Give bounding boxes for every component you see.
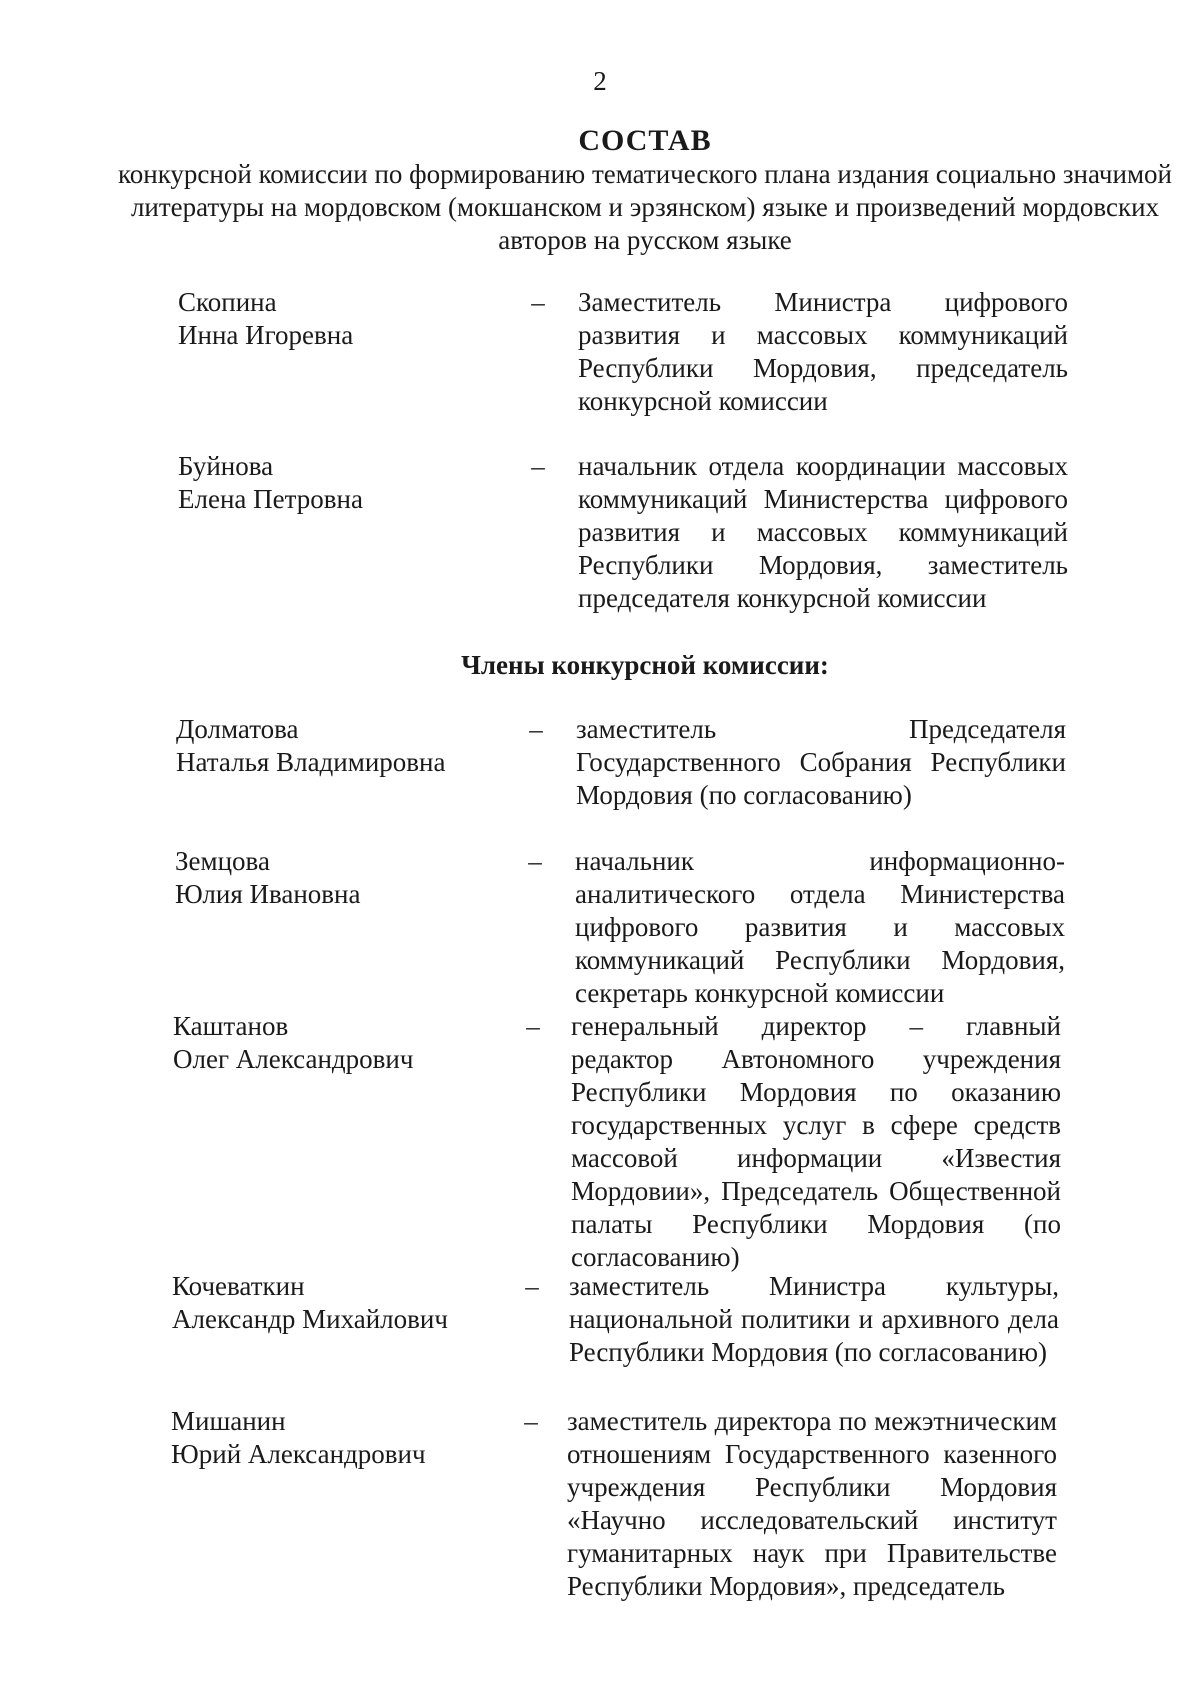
member-given-names: Елена Петровна — [178, 484, 363, 514]
dash-separator: – — [531, 287, 545, 317]
member-name — [171, 1405, 501, 1471]
member-name — [178, 286, 508, 352]
member-name — [172, 1270, 502, 1336]
member-given-names: Юлия Ивановна — [175, 879, 361, 909]
dash-separator: – — [525, 1271, 539, 1301]
member-given-names: Инна Игоревна — [178, 320, 354, 350]
member-role: заместитель директора по межэтническим отношениям Государственного казенного учреждения Республики Мордовия «Научно исследовательский институт гуманитарных наук при Правительстве Республики Мордовия», председатель — [567, 1406, 1057, 1601]
member-role: начальник отдела координации массовых коммуникаций Министерства цифрового развития и массовых коммуникаций Республики Мордовия, заместитель председателя конкурсной комиссии — [578, 451, 1068, 613]
dash-separator: – — [529, 714, 543, 744]
dash-separator: – — [526, 1011, 540, 1041]
dash-separator: – — [524, 1406, 538, 1436]
document-title: СОСТАВ — [578, 124, 712, 157]
member-surname: Долматова — [176, 714, 299, 744]
page-number: 2 — [593, 66, 607, 96]
member-surname: Каштанов — [173, 1011, 289, 1041]
member-name — [175, 845, 505, 911]
member-role: начальник информационно-аналитического отдела Министерства цифрового развития и массовых коммуникаций Республики Мордовия, секретарь конкурсной комиссии — [575, 846, 1065, 1008]
member-surname: Земцова — [175, 846, 270, 876]
member-given-names: Александр Михайлович — [172, 1304, 448, 1334]
member-role: Заместитель Министра цифрового развития и массовых коммуникаций Республики Мордовия, председатель конкурсной комиссии — [578, 287, 1068, 416]
member-surname: Скопина — [178, 287, 277, 317]
member-given-names: Наталья Владимировна — [176, 747, 446, 777]
member-role: заместитель Министра культуры, национальной политики и архивного дела Республики Мордовия (по согласованию) — [569, 1271, 1059, 1367]
member-name — [173, 1010, 503, 1076]
dash-separator: – — [531, 451, 545, 481]
member-surname: Кочеваткин — [172, 1271, 305, 1301]
member-name — [176, 713, 506, 779]
member-name — [178, 450, 508, 516]
member-given-names: Юрий Александрович — [171, 1439, 426, 1469]
member-surname: Мишанин — [171, 1406, 286, 1436]
member-role: генеральный директор – главный редактор Автономного учреждения Республики Мордовия по оказанию государственных услуг в сфере средств массовой информации «Известия Мордовии», Председатель Общественной палаты Республики Мордовия (по согласованию) — [571, 1011, 1061, 1272]
member-surname: Буйнова — [178, 451, 274, 481]
member-given-names: Олег Александрович — [173, 1044, 414, 1074]
dash-separator: – — [528, 846, 542, 876]
member-role: заместитель Председателя Государственного Собрания Республики Мордовия (по согласованию) — [576, 714, 1066, 810]
members-heading: Члены конкурсной комиссии: — [461, 650, 829, 680]
document-subtitle: конкурсной комиссии по формированию тематического плана издания социально значимой литературы на мордовском (мокшанском и эрзянском) языке и произведений мордовских авторов на русском языке — [118, 159, 1172, 255]
